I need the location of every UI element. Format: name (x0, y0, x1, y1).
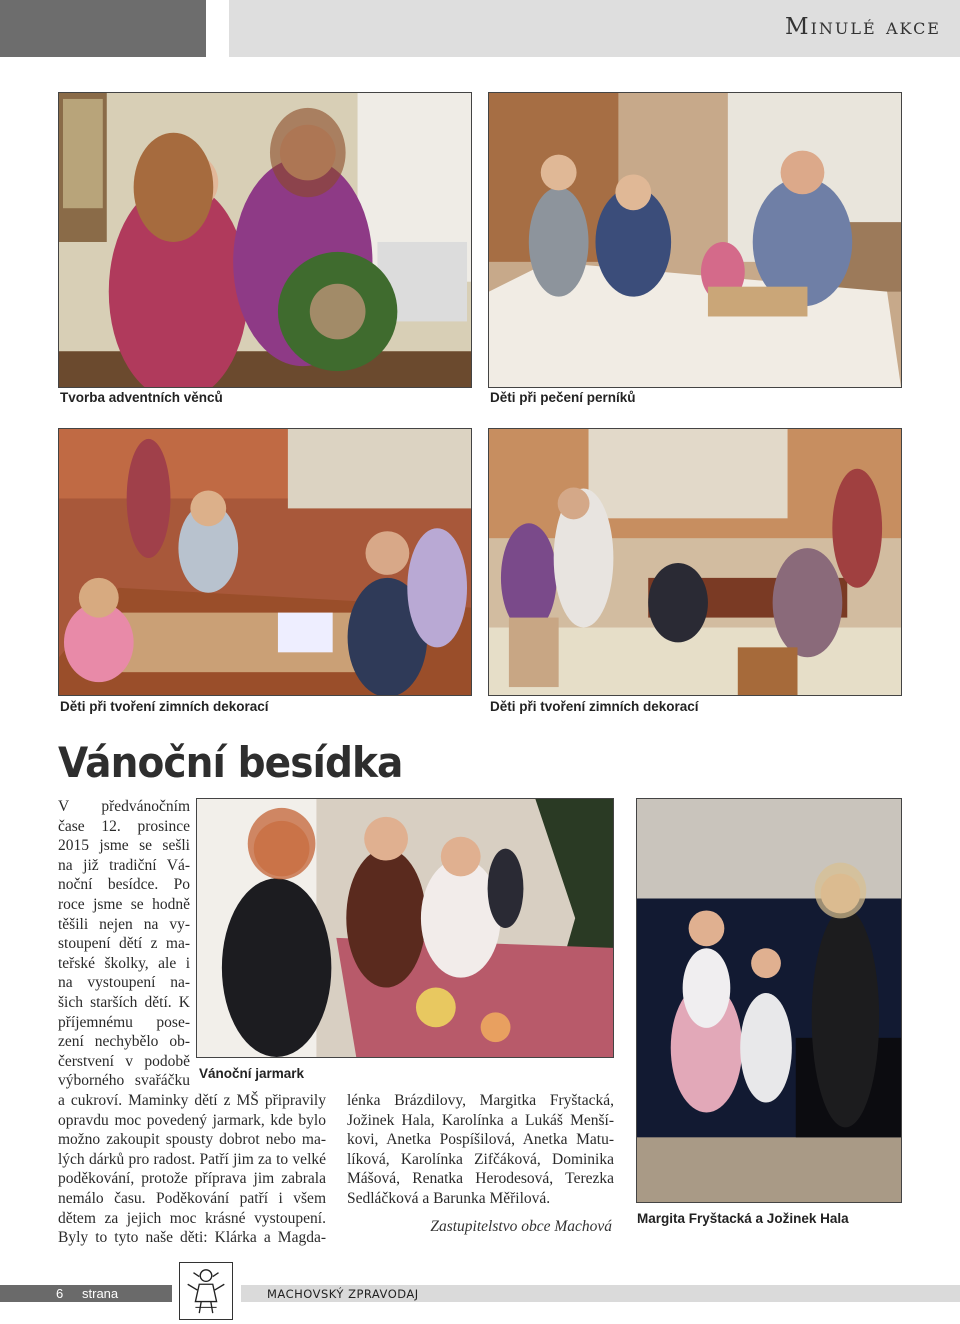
article-line: Sedláčková a Barunka Měřilová. (347, 1189, 551, 1207)
article-line: roce jsme se hodně (58, 895, 190, 913)
photo-christmas-market (196, 798, 614, 1058)
article-line: kovi, Anetka Pospíšilová, Anetka Matu- (347, 1131, 614, 1149)
article-line: nemálo času. Poděkování patří i všem (58, 1189, 326, 1207)
article-line: poděkování, protože příprava jim zabrala (58, 1170, 326, 1188)
article-line: dětem za jejich moc krásné vystoupení. (58, 1209, 326, 1227)
article-line: na již tradiční Vá- (58, 856, 190, 874)
article-line: lých dárků pro radost. Patří jim za to velké (58, 1150, 326, 1168)
article-line: lénka Brázdilovy, Margitka Fryštacká, (347, 1092, 614, 1109)
photo-winter-decorations-1 (58, 428, 472, 696)
photo-caption: Tvorba adventních věnců (60, 390, 223, 405)
article-line: líková, Karolínka Zifčáková, Dominika (347, 1150, 614, 1168)
village-emblem (179, 1262, 233, 1320)
article-line: 2015 jsme se sešli (58, 837, 190, 855)
article-line: stoupení dětí z ma- (58, 935, 190, 953)
article-line: Mášová, Renatka Herodesová, Terezka (347, 1170, 614, 1188)
article-column-1-wide (58, 1091, 326, 1248)
article-line: šich starších dětí. K (58, 993, 190, 1011)
article-line: noční besídce. Po (58, 876, 190, 894)
photo-gingerbread-baking (488, 92, 902, 388)
article-column-1-narrow (58, 797, 190, 1091)
article-line: opravdu moc povedený jarmark, kde bylo (58, 1111, 326, 1129)
article-line: možno zakoupit spousty dobrot nebo ma- (58, 1131, 326, 1149)
article-line: na vystoupení na- (58, 974, 190, 992)
photo-advent-wreaths (58, 92, 472, 388)
photo-caption: Děti při tvoření zimních dekorací (490, 699, 699, 714)
article-line: V předvánočním (58, 798, 190, 815)
photo-caption: Vánoční jarmark (199, 1066, 305, 1081)
photo-performance (636, 798, 902, 1203)
article-title: Vánoční besídka (58, 738, 403, 787)
article-line: Jožinek Hala, Karolínka a Lukáš Menší- (347, 1111, 614, 1129)
magazine-title: MACHOVSKÝ ZPRAVODAJ (267, 1287, 419, 1301)
photo-winter-decorations-2 (488, 428, 902, 696)
article-line: zení nechybělo ob- (58, 1033, 190, 1051)
article-line: teřské školky, ale i (58, 954, 190, 972)
signature: Zastupitelstvo obce Machová (430, 1218, 612, 1235)
photo-caption: Děti při tvoření zimních dekorací (60, 699, 269, 714)
photo-caption: Děti při pečení perníků (490, 390, 636, 405)
article-line: těšili nejen na vy- (58, 915, 190, 933)
photo-caption: Margita Fryštacká a Jožinek Hala (637, 1211, 849, 1226)
section-title: Minulé akce (785, 14, 941, 40)
article-line: čerstvení v podobě (58, 1052, 190, 1070)
article-line: a cukroví. Maminky dětí z MŠ připravily (58, 1092, 326, 1109)
article-line: výborného svařáčku (58, 1072, 190, 1090)
article-line: čase 12. prosince (58, 817, 190, 835)
page-number: 6 (56, 1286, 64, 1301)
article-column-2 (347, 1091, 614, 1209)
article-line: příjemnému pose- (58, 1013, 190, 1031)
page-word: strana (82, 1286, 119, 1301)
article-line: Byly to tyto naše děti: Klárka a Magda- (58, 1229, 326, 1247)
header-bar-dark (0, 0, 206, 57)
